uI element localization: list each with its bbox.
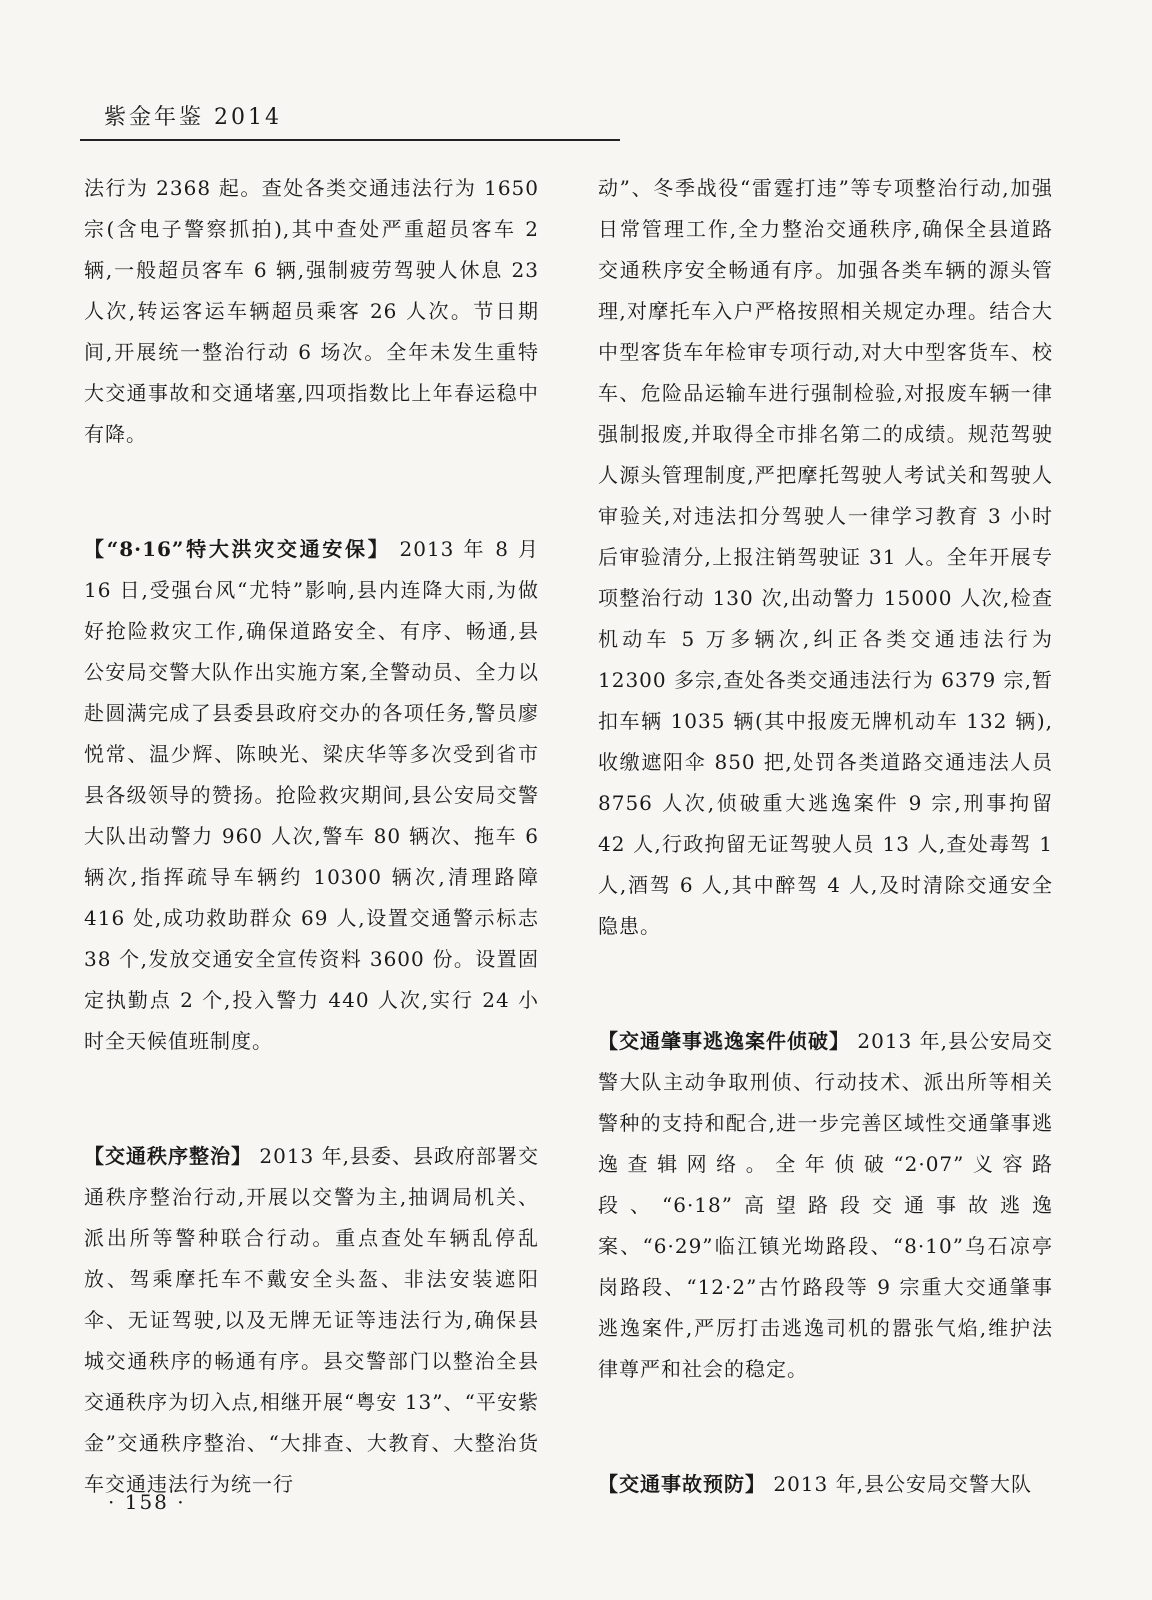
section-body-traffic-order: 2013 年,县委、县政府部署交通秩序整治行动,开展以交警为主,抽调局机关、派出所等警种联合行动。重点查处车辆乱停乱放、驾乘摩托车不戴安全头盔、非法安装遮阳伞、无证驾驶,以及无牌无证等违法行为,确保县城交通秩序的畅通有序。县交警部门以整治全县交通秩序为切入点,相继开展“粤安 13”、“平安紫金”交通秩序整治、“大排查、大教育、大整治货车交通违法行为统一行	[84, 1144, 539, 1496]
page-number: · 158 ·	[108, 1490, 186, 1514]
section-heading-flood-safety: 【“8·16”特大洪灾交通安保】	[84, 537, 391, 561]
right-column	[598, 168, 1053, 1505]
left-column	[84, 168, 539, 1505]
section-heading-hit-and-run: 【交通肇事逃逸案件侦破】	[598, 1029, 851, 1053]
right-paragraph-1: 动”、冬季战役“雷霆打违”等专项整治行动,加强日常管理工作,全力整治交通秩序,确保全县道路交通秩序安全畅通有序。加强各类车辆的源头管理,对摩托车入户严格按照相关规定办理。结合大中型客货车年检审专项行动,对大中型客货车、校车、危险品运输车进行强制检验,对报废车辆一律强制报废,并取得全市排名第二的成绩。规范驾驶人源头管理制度,严把摩托驾驶人考试关和驾驶人审验关,对违法扣分驾驶人一律学习教育 3 小时后审验清分,上报注销驾驶证 31 人。全年开展专项整治行动 130 次,出动警力 15000 人次,检查机动车 5 万多辆次,纠正各类交通违法行为 12300 多宗,查处各类交通违法行为 6379 宗,暂扣车辆 1035 辆(其中报废无牌机动车 132 辆),收缴遮阳伞 850 把,处罚各类道路交通违法人员 8756 人次,侦破重大逃逸案件 9 宗,刑事拘留 42 人,行政拘留无证驾驶人员 13 人,查处毒驾 1 人,酒驾 6 人,其中醉驾 4 人,及时清除交通安全隐患。	[598, 176, 1053, 938]
left-section-flood-safety	[84, 529, 539, 1062]
section-body-flood-safety: 2013 年 8 月 16 日,受强台风“尤特”影响,县内连降大雨,为做好抢险救灾工作,确保道路安全、有序、畅通,县公安局交警大队作出实施方案,全警动员、全力以赴圆满完成了县委县政府交办的各项任务,警员廖悦常、温少辉、陈映光、梁庆华等多次受到省市县各级领导的赞扬。抢险救灾期间,县公安局交警大队出动警力 960 人次,警车 80 辆次、拖车 6 辆次,指挥疏导车辆约 10300 辆次,清理路障 416 处,成功救助群众 69 人,设置交通警示标志 38 个,发放交通安全宣传资料 3600 份。设置固定执勤点 2 个,投入警力 440 人次,实行 24 小时全天候值班制度。	[84, 537, 539, 1053]
section-body-hit-and-run: 2013 年,县公安局交警大队主动争取刑侦、行动技术、派出所等相关警种的支持和配合,进一步完善区域性交通肇事逃逸查辑网络。全年侦破“2·07”义容路段、“6·18”高望路段交通事故逃逸案、“6·29”临江镇光坳路段、“8·10”乌石凉亭岗路段、“12·2”古竹路段等 9 宗重大交通肇事逃逸案件,严厉打击逃逸司机的嚣张气焰,维护法律尊严和社会的稳定。	[598, 1029, 1053, 1381]
section-heading-accident-prevention: 【交通事故预防】	[598, 1472, 766, 1496]
section-heading-traffic-order: 【交通秩序整治】	[84, 1144, 253, 1168]
left-paragraph-1: 法行为 2368 起。查处各类交通违法行为 1650 宗(含电子警察抓拍),其中查处严重超员客车 2 辆,一般超员客车 6 辆,强制疲劳驾驶人休息 23 人次,转运客运车辆超员乘客 26 人次。节日期间,开展统一整治行动 6 场次。全年未发生重特大交通事故和交通堵塞,四项指数比上年春运稳中有降。	[84, 176, 539, 446]
right-section-hit-and-run	[598, 1021, 1053, 1390]
section-body-accident-prevention: 2013 年,县公安局交警大队	[766, 1472, 1032, 1496]
right-section-accident-prevention	[598, 1464, 1053, 1505]
running-header: 紫金年鉴 2014	[104, 105, 282, 130]
header-rule	[80, 139, 620, 141]
left-section-traffic-order	[84, 1136, 539, 1505]
